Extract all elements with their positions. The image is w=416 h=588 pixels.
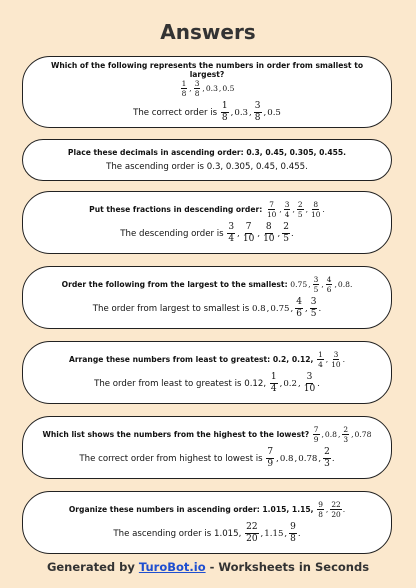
- question-card-2: [22, 139, 392, 181]
- denominator: 10: [242, 234, 255, 245]
- period: .: [342, 504, 346, 514]
- denominator: 8: [318, 510, 323, 519]
- comma: ,: [276, 453, 279, 464]
- answer-terms: [265, 448, 334, 469]
- numerator: 22: [331, 499, 341, 509]
- fraction: [227, 223, 235, 244]
- numerator: 8: [265, 222, 272, 233]
- comma: ,: [321, 279, 324, 289]
- numerator: 3: [228, 222, 235, 233]
- fraction: [330, 501, 341, 519]
- question-card-4: [22, 266, 392, 329]
- period: .: [349, 279, 353, 289]
- fraction: [295, 298, 303, 319]
- denominator: 5: [297, 210, 303, 219]
- answer-terms: [269, 373, 320, 394]
- comma: ,: [202, 83, 205, 93]
- denominator: 9: [267, 459, 274, 470]
- question-text: Organize these numbers in ascending order: 1.015, 1.15, $\frac{9}{8}$ , $\frac{22}{20}$ .: [68, 499, 346, 519]
- fraction: [266, 448, 274, 469]
- comma: ,: [230, 107, 234, 118]
- numerator: 3: [313, 274, 319, 284]
- period: .: [331, 453, 335, 464]
- fraction: [242, 223, 255, 244]
- denominator: 10: [331, 360, 341, 369]
- denominator: 3: [343, 435, 349, 444]
- fraction: [254, 102, 262, 123]
- answer-text: The order from least to greatest is 0.12, $\frac{1}{4}$ , 0.2 , $\frac{3}{10}$ .: [94, 372, 320, 395]
- number: 0.8: [324, 429, 337, 439]
- fraction: [245, 523, 258, 544]
- answer-terms: [244, 523, 301, 544]
- number: 0.75: [270, 303, 290, 314]
- answer-text: The descending order is $\frac{3}{4}$ , $\frac{7}{10}$ , $\frac{8}{10}$ , $\frac{2}{5}$ .: [120, 222, 294, 245]
- fraction: [262, 223, 275, 244]
- number: 0.2: [283, 378, 297, 389]
- question-terms: [265, 201, 325, 219]
- question-terms: [312, 426, 372, 444]
- comma: ,: [290, 303, 294, 314]
- denominator: 5: [310, 309, 317, 320]
- comma: ,: [266, 303, 270, 314]
- comma: ,: [318, 453, 322, 464]
- fraction: [313, 426, 320, 444]
- comma: ,: [189, 83, 192, 93]
- denominator: 4: [318, 360, 323, 369]
- question-text: Arrange these numbers from least to greatest: 0.2, 0.12, $\frac{1}{4}$ , $\frac{3}{10}$ .: [68, 349, 346, 369]
- fraction: [270, 373, 278, 394]
- comma: ,: [284, 528, 288, 539]
- comma: ,: [257, 228, 261, 239]
- numerator: 3: [333, 349, 339, 359]
- question-card-1: [22, 56, 392, 128]
- comma: ,: [279, 204, 282, 214]
- number: 0.5: [267, 107, 281, 118]
- comma: ,: [305, 204, 309, 214]
- answer-terms: [252, 298, 321, 319]
- comma: ,: [334, 279, 337, 289]
- question-card-7: [22, 491, 392, 554]
- comma: ,: [338, 429, 341, 439]
- question-text: Put these fractions in descending order: $\frac{7}{10}$ , $\frac{3}{4}$ , $\frac{2}{5}$ , $\frac{8}{10}$ .: [89, 199, 325, 219]
- numerator: 3: [254, 101, 261, 112]
- denominator: 5: [283, 234, 289, 245]
- question-terms: [316, 351, 345, 369]
- numerator: 2: [343, 424, 349, 434]
- comma: ,: [218, 83, 222, 93]
- comma: ,: [308, 279, 311, 289]
- question-terms: [316, 501, 345, 519]
- answer-terms: [226, 223, 293, 244]
- denominator: 4: [284, 210, 290, 219]
- question-terms: [180, 80, 235, 98]
- number: 0.8: [279, 453, 294, 464]
- fraction: [326, 276, 333, 294]
- fraction: [330, 351, 341, 369]
- comma: ,: [249, 107, 252, 118]
- numerator: 22: [246, 522, 258, 533]
- denominator: 9: [313, 435, 319, 444]
- number: 0.75: [290, 279, 308, 289]
- fraction: [303, 373, 316, 394]
- numerator: 8: [313, 199, 319, 209]
- denominator: 10: [303, 384, 316, 395]
- numerator: 9: [290, 522, 296, 533]
- page-title: Answers: [160, 20, 256, 44]
- comma: ,: [237, 228, 240, 239]
- question-text: Which list shows the numbers from the highest to the lowest? $\frac{7}{9}$ , 0.8 , $\frac{2}{3}$ , 0.78: [42, 424, 372, 444]
- comma: ,: [304, 303, 308, 314]
- number: 0.3: [234, 107, 249, 118]
- comma: ,: [297, 378, 301, 389]
- footer: Generated by TuroBot.io - Worksheets in Seconds: [46, 560, 370, 574]
- numerator: 7: [267, 447, 274, 458]
- denominator: 6: [296, 309, 302, 320]
- denominator: 6: [326, 285, 332, 294]
- period: .: [317, 378, 320, 389]
- numerator: 2: [324, 447, 330, 458]
- numerator: 4: [326, 274, 332, 284]
- denominator: 8: [181, 88, 187, 98]
- comma: ,: [325, 504, 329, 514]
- comma: ,: [279, 378, 283, 389]
- numerator: 3: [310, 297, 317, 308]
- comma: ,: [260, 528, 264, 539]
- answer-text: The ascending order is 0.3, 0.305, 0.45, 0.455.: [106, 162, 308, 173]
- numerator: 3: [306, 372, 313, 383]
- question-card-5: [22, 341, 392, 404]
- answer-text: The correct order is $\frac{1}{8}$ , 0.3 , $\frac{3}{8}$ , 0.5: [133, 101, 281, 124]
- denominator: 8: [194, 88, 200, 98]
- comma: ,: [325, 354, 329, 364]
- answer-text: The correct order from highest to lowest is $\frac{7}{9}$ , 0.8 , 0.78 , $\frac{2}{3}$ .: [79, 447, 335, 470]
- number: 0.78: [354, 429, 372, 439]
- question-card-6: [22, 416, 392, 479]
- comma: ,: [292, 204, 295, 214]
- denominator: 4: [228, 234, 235, 245]
- fraction: [323, 448, 331, 469]
- denominator: 10: [311, 210, 321, 219]
- number: 1.15: [264, 528, 284, 539]
- numerator: 7: [245, 222, 252, 233]
- fraction: [266, 201, 277, 219]
- numerator: 3: [284, 199, 290, 209]
- fraction: [317, 351, 324, 369]
- answer-text: The order from largest to smallest is 0.8 , 0.75 , $\frac{4}{6}$ , $\frac{3}{5}$ .: [92, 297, 322, 320]
- period: .: [342, 354, 346, 364]
- question-terms: [290, 276, 352, 294]
- denominator: 20: [331, 510, 341, 519]
- numerator: 3: [194, 78, 200, 88]
- period: .: [318, 303, 322, 314]
- fraction: [221, 102, 229, 123]
- comma: ,: [263, 107, 267, 118]
- question-text: Place these decimals in ascending order: 0.3, 0.45, 0.305, 0.455.: [67, 147, 347, 157]
- fraction: [289, 523, 297, 544]
- denominator: 5: [313, 285, 319, 294]
- fraction: [310, 201, 321, 219]
- period: .: [290, 228, 294, 239]
- fraction: [310, 298, 318, 319]
- fraction: [284, 201, 291, 219]
- fraction: [282, 223, 290, 244]
- answer-text: The ascending order is 1.015, $\frac{22}{20}$ , 1.15 , $\frac{9}{8}$ .: [113, 522, 301, 545]
- comma: ,: [351, 429, 354, 439]
- fraction: [297, 201, 304, 219]
- numerator: 1: [270, 372, 277, 383]
- numerator: 2: [297, 199, 303, 209]
- period: .: [297, 528, 301, 539]
- number: 0.3: [205, 83, 218, 93]
- question-text: Which of the following represents the numbers in order from smallest to largest?: [50, 60, 364, 80]
- numerator: 7: [269, 199, 274, 209]
- number: 0.8: [337, 279, 350, 289]
- fraction: [194, 80, 201, 98]
- denominator: 8: [221, 113, 228, 124]
- denominator: 8: [290, 534, 296, 545]
- comma: ,: [321, 429, 324, 439]
- numerator: 4: [296, 297, 302, 308]
- comma: ,: [294, 453, 298, 464]
- fraction: [313, 276, 320, 294]
- denominator: 3: [324, 459, 330, 470]
- number: 0.8: [251, 303, 266, 314]
- denominator: 10: [263, 234, 275, 245]
- denominator: 10: [266, 210, 277, 219]
- number: 0.78: [298, 453, 318, 464]
- denominator: 4: [270, 384, 277, 395]
- number: 0.5: [222, 83, 235, 93]
- numerator: 7: [313, 424, 319, 434]
- fraction: [342, 426, 349, 444]
- fraction: [181, 80, 188, 98]
- question-text: Order the following from the largest to the smallest: 0.75 , $\frac{3}{5}$ , $\frac{4}{6}$ , 0.8 .: [61, 274, 353, 294]
- numerator: 2: [283, 222, 289, 233]
- denominator: 20: [246, 534, 258, 545]
- answer-terms: [220, 102, 281, 123]
- numerator: 1: [318, 349, 323, 359]
- numerator: 1: [181, 78, 187, 88]
- comma: ,: [277, 228, 281, 239]
- turobot-link[interactable]: TuroBot.io: [138, 560, 206, 574]
- denominator: 8: [254, 113, 261, 124]
- numerator: 1: [221, 101, 228, 112]
- fraction: [317, 501, 324, 519]
- numerator: 9: [318, 499, 323, 509]
- question-card-3: [22, 191, 392, 254]
- period: .: [322, 204, 325, 214]
